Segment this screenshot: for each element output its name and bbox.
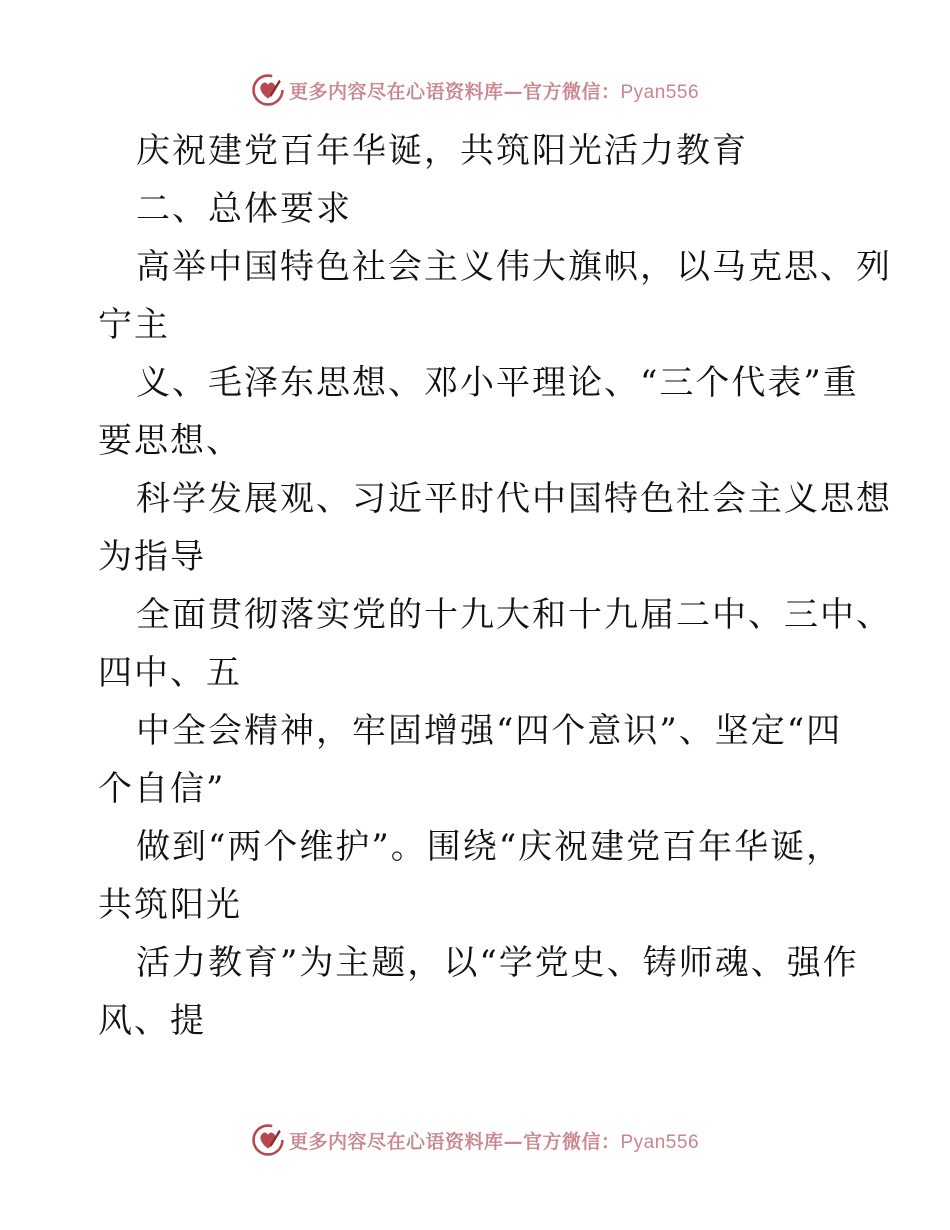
document-body: [98, 122, 892, 1050]
text-line: 庆祝建党百年华诞，共筑阳光活力教育: [136, 131, 748, 171]
wechat-id: Pyan556: [620, 1131, 700, 1153]
text-line: 个自信”: [98, 769, 226, 809]
text-line: 风、提: [98, 1001, 206, 1041]
heart-pen-logo-icon: [251, 73, 285, 107]
watermark-text: 更多内容尽在心语资料库—官方微信：Pyan556: [288, 1130, 700, 1153]
text-line: 高举中国特色社会主义伟大旗帜，以马克思、列: [136, 247, 892, 287]
footer-watermark: [0, 1120, 950, 1160]
text-line: 义、毛泽东思想、邓小平理论、“三个代表”重: [136, 363, 859, 403]
text-line: 宁主: [98, 305, 170, 345]
text-line: 活力教育”为主题，以“学党史、铸师魂、强作: [136, 943, 859, 983]
heart-pen-logo-icon: [251, 1123, 285, 1157]
text-line: 中全会精神，牢固增强“四个意识”、坚定“四: [136, 711, 843, 751]
wechat-id: Pyan556: [620, 81, 700, 103]
text-line: 四中、五: [98, 653, 242, 693]
text-line: 科学发展观、习近平时代中国特色社会主义思想: [136, 479, 892, 519]
watermark-text: 更多内容尽在心语资料库—官方微信：Pyan556: [288, 80, 700, 103]
text-line: 要思想、: [98, 421, 242, 461]
text-line: 二、总体要求: [136, 189, 352, 229]
text-line: 为指导: [98, 537, 206, 577]
text-line: 共筑阳光: [98, 885, 242, 925]
text-line: 做到“两个维护”。围绕“庆祝建党百年华诞，: [136, 827, 843, 867]
text-line: 全面贯彻落实党的十九大和十九届二中、三中、: [136, 595, 892, 635]
header-watermark: [0, 70, 950, 110]
